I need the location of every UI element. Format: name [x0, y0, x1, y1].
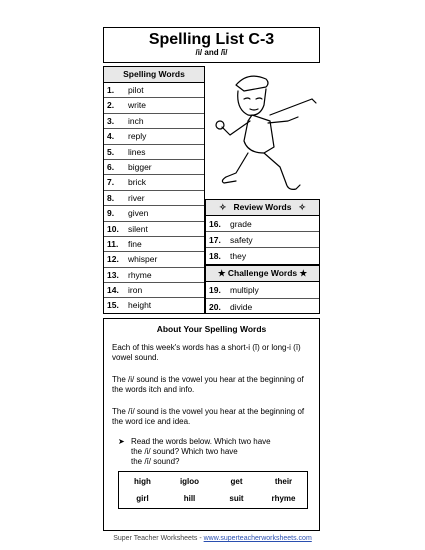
word-text: rhyme	[128, 269, 152, 280]
word-number: 11.	[107, 238, 119, 249]
word-number: 8.	[107, 192, 115, 203]
word-list-row	[206, 248, 319, 264]
word-list-row	[104, 83, 204, 98]
word-cell: igloo	[179, 477, 200, 486]
footer-link[interactable]: www.superteacherworksheets.com	[203, 535, 312, 542]
word-cell: girl	[136, 494, 149, 503]
word-list-row	[104, 252, 204, 267]
word-row	[119, 491, 307, 507]
word-cell: high	[134, 477, 151, 486]
word-text: iron	[128, 285, 143, 296]
diamond-icon: ✧	[298, 202, 306, 212]
word-text: silent	[128, 223, 148, 234]
word-number: 14.	[107, 285, 119, 296]
page-subtitle: /i/ and /ī/	[195, 48, 228, 57]
word-text: fine	[128, 238, 142, 249]
word-number: 1.	[107, 85, 115, 95]
word-number: 9.	[107, 208, 115, 219]
challenge-words-title: Challenge Words	[227, 268, 298, 278]
review-words-list	[206, 216, 319, 264]
word-cell: rhyme	[271, 494, 296, 503]
word-text: divide	[230, 301, 253, 312]
about-paragraph-2: The /i/ sound is the vowel you hear at the beginning of the words itch and info.	[112, 375, 304, 394]
word-table	[118, 471, 308, 509]
arrow-icon: ➤	[118, 437, 125, 446]
about-paragraph-1: Each of this week's words has a short-i (ĭ) or long-i (ī) vowel sound.	[112, 343, 301, 362]
word-text: safety	[230, 235, 253, 245]
word-list-row	[104, 160, 204, 175]
challenge-words-box	[205, 265, 320, 314]
about-paragraph-3: The /ī/ sound is the vowel you hear at the beginning of the word ice and idea.	[112, 407, 305, 426]
about-title: About Your Spelling Words	[156, 324, 267, 334]
footer	[0, 535, 425, 542]
word-number: 16.	[209, 219, 221, 229]
word-number: 19.	[209, 285, 221, 295]
word-number: 5.	[107, 146, 115, 157]
word-list-row	[104, 222, 204, 237]
instruction-line: Read the words below. Which two have	[131, 437, 271, 446]
word-list-row	[206, 232, 319, 248]
word-number: 6.	[107, 161, 115, 172]
challenge-words-list	[206, 282, 319, 315]
star-icon: ★	[217, 268, 226, 278]
word-number: 3.	[107, 115, 115, 126]
review-words-box	[205, 199, 320, 265]
about-box	[103, 318, 320, 531]
running-kid-illustration	[208, 69, 318, 197]
word-text: whisper	[128, 254, 158, 265]
diamond-icon: ✧	[219, 202, 227, 212]
instruction	[118, 437, 313, 467]
spelling-words-header: Spelling Words	[104, 67, 204, 83]
word-number: 15.	[107, 300, 119, 311]
word-text: bigger	[128, 161, 152, 172]
word-list-row	[104, 145, 204, 160]
word-number: 7.	[107, 177, 115, 188]
word-cell: their	[274, 477, 293, 486]
word-text: river	[128, 192, 145, 203]
review-words-header	[206, 200, 319, 216]
word-cell: get	[230, 477, 243, 486]
word-text: reply	[128, 131, 147, 142]
page-title: Spelling List C-3	[148, 31, 275, 48]
word-list-row	[104, 191, 204, 206]
word-number: 12.	[107, 254, 119, 265]
word-list-row	[104, 129, 204, 144]
word-list-row	[104, 98, 204, 113]
word-number: 2.	[107, 100, 115, 111]
word-text: brick	[128, 177, 146, 188]
word-cell: hill	[183, 494, 196, 503]
word-number: 4.	[107, 131, 115, 142]
challenge-words-header	[206, 266, 319, 282]
instruction-line: the /ī/ sound?	[131, 457, 180, 466]
word-text: inch	[128, 115, 144, 126]
star-icon: ★	[299, 268, 308, 278]
word-text: write	[128, 100, 146, 111]
word-list-row	[104, 237, 204, 252]
word-text: they	[230, 251, 247, 261]
word-list-row	[206, 299, 319, 316]
word-list-row	[104, 114, 204, 129]
spelling-words-box	[103, 66, 205, 314]
word-number: 18.	[209, 251, 221, 261]
word-text: grade	[230, 219, 252, 229]
instruction-line: the /i/ sound? Which two have	[131, 447, 238, 456]
word-list-row	[206, 282, 319, 299]
word-list-row	[104, 283, 204, 298]
word-text: multiply	[230, 285, 259, 295]
word-list-row	[104, 268, 204, 283]
word-row	[119, 474, 307, 490]
word-list-row	[104, 298, 204, 313]
word-number: 20.	[209, 301, 221, 312]
word-list-row	[104, 206, 204, 221]
review-words-title: Review Words	[233, 202, 292, 212]
word-number: 10.	[107, 223, 119, 234]
word-text: lines	[128, 146, 146, 157]
word-list-row	[104, 175, 204, 190]
word-text: pilot	[128, 85, 144, 95]
word-number: 17.	[209, 235, 221, 245]
title-box	[103, 27, 320, 63]
word-cell: suit	[229, 494, 244, 503]
word-number: 13.	[107, 269, 119, 280]
word-text: height	[128, 300, 152, 311]
word-list-row	[206, 216, 319, 232]
word-text: given	[128, 208, 149, 219]
spelling-words-list	[104, 83, 204, 314]
footer-text: Super Teacher Worksheets -	[113, 535, 204, 542]
